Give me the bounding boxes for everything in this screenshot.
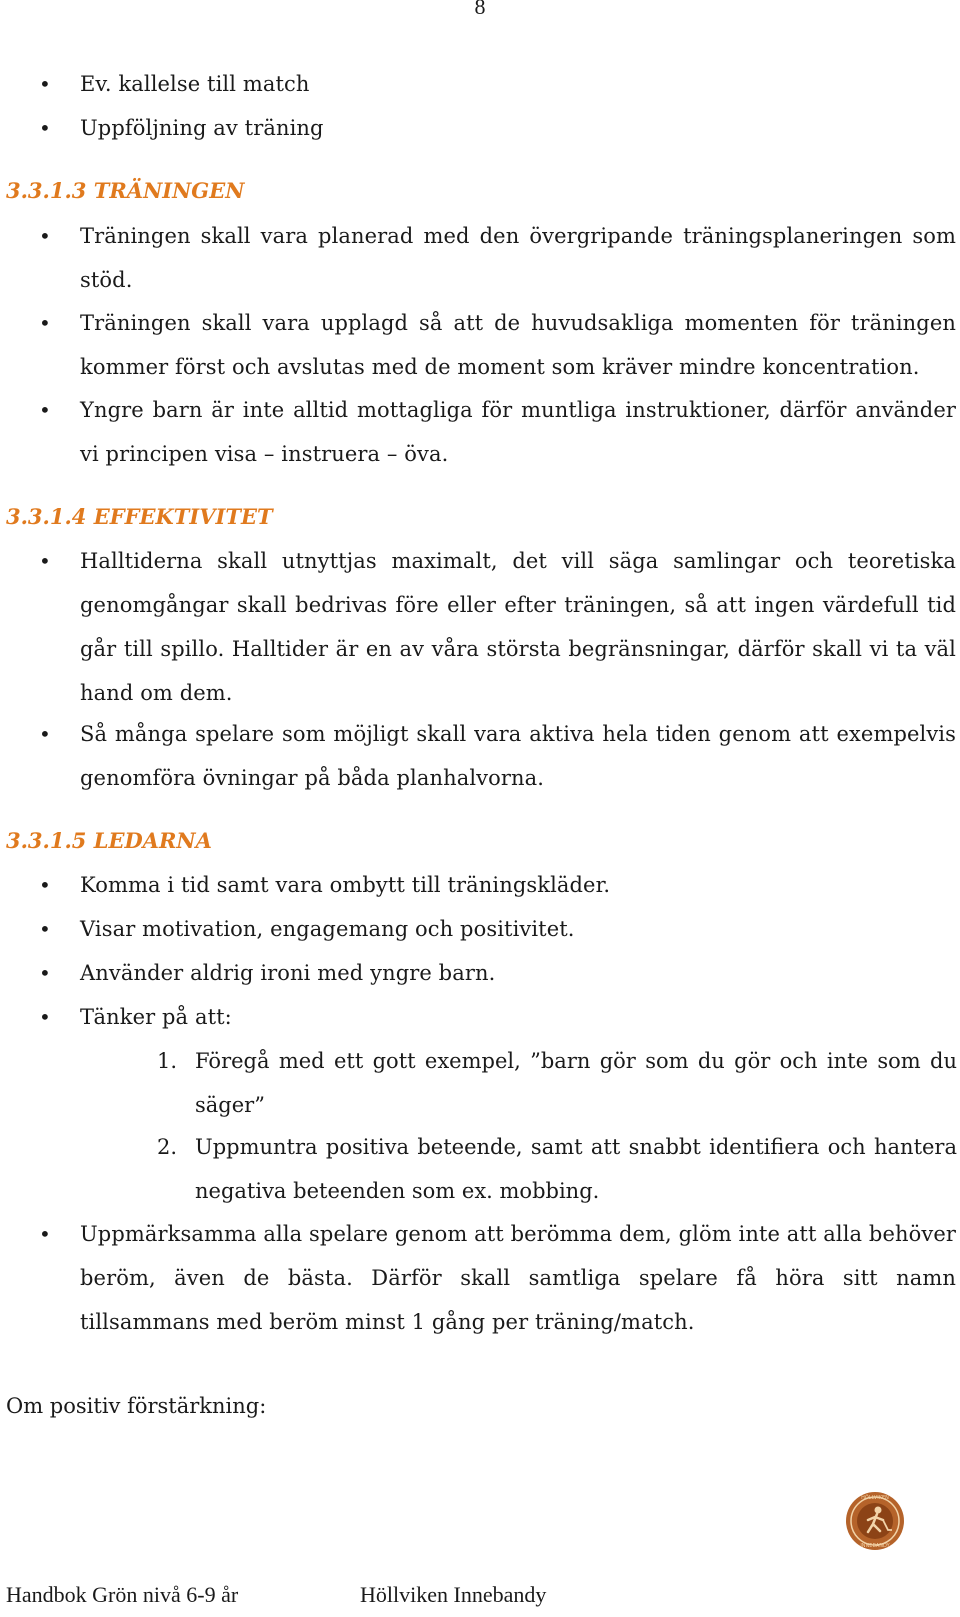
list-item: • Halltiderna skall utnyttjas maximalt, det vill säga samlingar och teoretiska genomgångar skall bedrivas före eller efter träningen, så att ingen värdefull tid går till spillo. Halltider är en av våra största begränsningar, därför skall vi ta väl hand om dem. xyxy=(80,539,956,715)
section-heading-effektivitet: 3.3.1.4 EFFEKTIVITET xyxy=(6,504,273,529)
list-item: • Tänker på att: xyxy=(80,995,956,1039)
list-item: • Träningen skall vara planerad med den övergripande träningsplaneringen som stöd. xyxy=(80,214,956,302)
logo-lettering: HÖLLVIKEN xyxy=(861,1495,889,1501)
section-heading-ledarna: 3.3.1.5 LEDARNA xyxy=(6,828,212,853)
footer-center: Höllviken Innebandy xyxy=(360,1582,547,1607)
item-number: 1. xyxy=(157,1049,178,1073)
page-number: 8 xyxy=(474,0,486,19)
logo-lettering: INNEBANDY xyxy=(860,1543,890,1549)
club-logo-icon xyxy=(844,1490,906,1552)
list-item: • Så många spelare som möjligt skall vara aktiva hela tiden genom att exempelvis genomföra övningar på båda planhalvorna. xyxy=(80,712,956,800)
item-text: Föregå med ett gott exempel, ”barn gör som du gör och inte som du säger” xyxy=(195,1049,957,1117)
footer-left: Handbok Grön nivå 6-9 år xyxy=(6,1582,239,1607)
section-heading-traningen: 3.3.1.3 TRÄNINGEN xyxy=(6,178,245,203)
item-text: Uppmuntra positiva beteende, samt att snabbt identifiera och hantera negativa beteenden som ex. mobbing. xyxy=(195,1135,957,1203)
list-item: • Ev. kallelse till match xyxy=(80,62,956,106)
list-item: • Uppmärksamma alla spelare genom att berömma dem, glöm inte att alla behöver beröm, även de bästa. Därför skall samtliga spelare få höra sitt namn tillsammans med beröm minst 1 gång per träning/match. xyxy=(80,1212,956,1344)
closing-text: Om positiv förstärkning: xyxy=(6,1394,267,1418)
list-item: • Använder aldrig ironi med yngre barn. xyxy=(80,951,956,995)
list-item: • Uppföljning av träning xyxy=(80,106,956,150)
list-item: • Visar motivation, engagemang och positivitet. xyxy=(80,907,956,951)
list-item: • Yngre barn är inte alltid mottagliga för muntliga instruktioner, därför använder vi principen visa – instruera – öva. xyxy=(80,388,956,476)
list-item: • Träningen skall vara upplagd så att de huvudsakliga momenten för träningen kommer först och avslutas med de moment som kräver mindre koncentration. xyxy=(80,301,956,389)
item-number: 2. xyxy=(157,1135,178,1159)
numbered-item xyxy=(157,1125,957,1213)
numbered-item xyxy=(157,1039,957,1127)
list-item: • Komma i tid samt vara ombytt till träningskläder. xyxy=(80,863,956,907)
